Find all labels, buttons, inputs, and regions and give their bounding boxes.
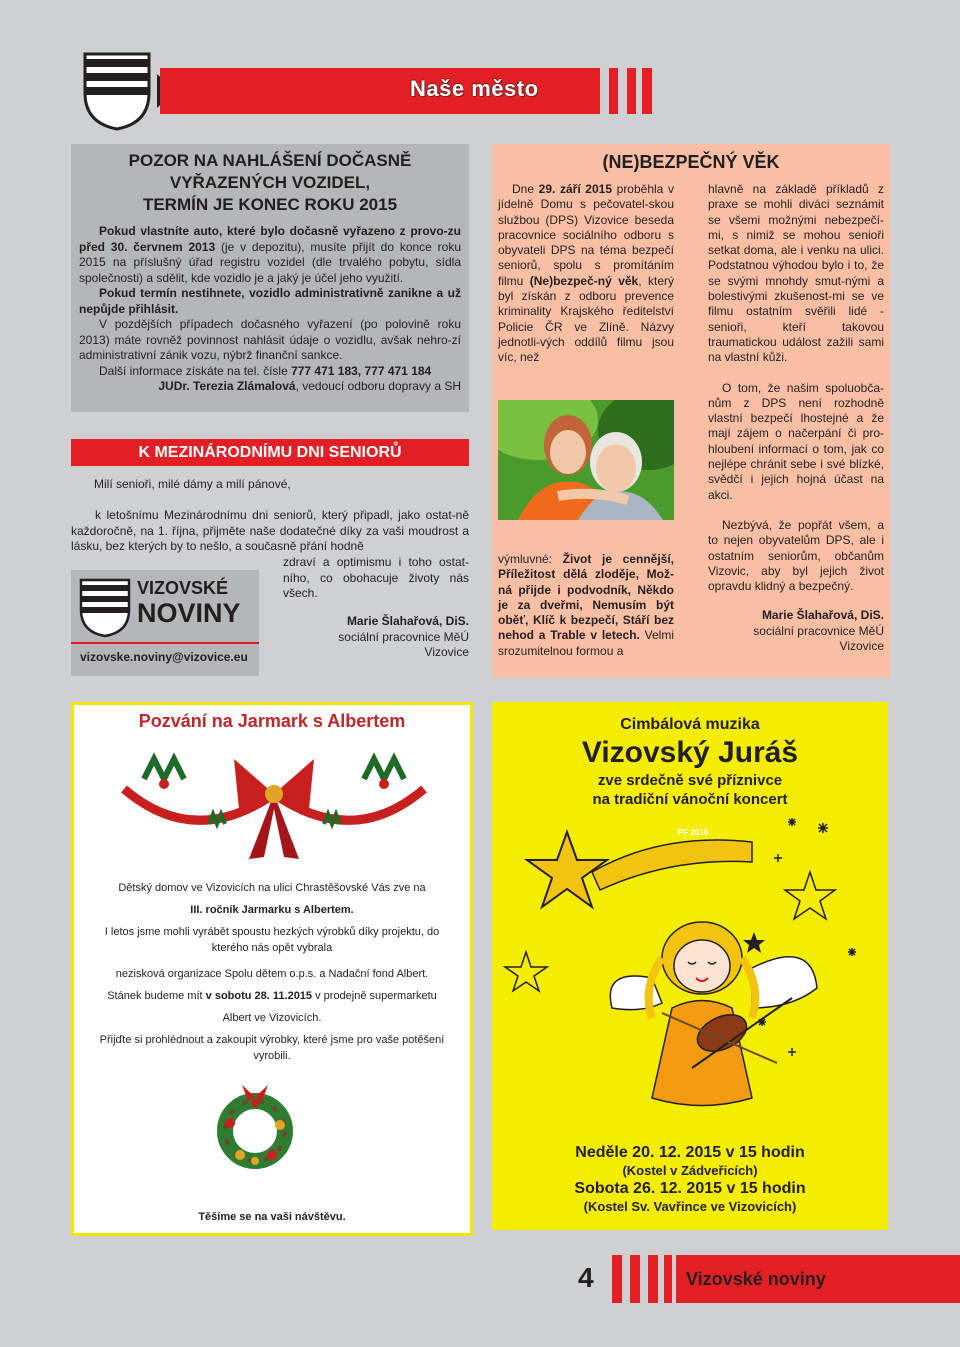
header-stripe [627,68,636,114]
jarmark-line: III. ročník Jarmarku s Albertem. [190,904,354,916]
footer-stripe [648,1255,658,1303]
safety-film-title: (Ne)bezpeč-ný věk [529,273,639,288]
safety-article-box [492,144,890,678]
concert-line4: na tradiční vánoční koncert [592,791,788,808]
safety-title: (NE)BEZPEČNÝ VĚK [602,152,780,172]
header-stripe [600,68,609,114]
logo-line1: VIZOVSKÉ [137,578,229,598]
safety-text: Dne [512,182,539,196]
safety-signature-place: Vizovice [839,639,884,654]
seniors-signature-name: Marie Šlahařová, DiS. [346,614,469,628]
seniors-photo [498,400,674,520]
jarmark-text [74,877,470,1067]
jarmark-line: v prodejně supermarketu [312,990,437,1002]
footer-stripe [612,1255,622,1303]
footer-stripe [664,1255,672,1303]
footer-stripe [630,1255,640,1303]
concert-date1: Neděle 20. 12. 2015 v 15 hodin [575,1144,805,1161]
notice-body [79,224,461,395]
jarmark-line: Dětský domov ve Vizovicích na ulici Chrastěšovské Vás zve na [118,882,426,894]
notice-text: (je v depozitu), musíte přijít do konce roku 2015 na příslušný úřad registru vozidel (dle trvalého pobytu, sídla společnosti) a sdělit, kde vozidlo je a jaký je účel jeho využití. [79,239,461,285]
safety-col1 [498,182,674,366]
jarmark-title: Pozvání na Jarmark s Albertem [138,711,406,731]
notice-title-line: POZOR NA NAHLÁŠENÍ DOČASNĚ [128,151,412,170]
safety-text: proběhla v jídelně Domu s pečovatel-skou službou (DPS) Vizovice beseda pracovnice sociálního odboru s obyvateli DPS na téma bezpečí seniorů, spolu s promítáním filmu [498,182,674,288]
logo-email[interactable]: vizovske.noviny@vizovice.eu [80,650,248,664]
concert-line3: zve srdečně své příznivce [597,772,783,789]
vehicle-notice-box [71,144,469,412]
header-stripe [609,68,618,114]
concert-band-name: Vizovský Juráš [581,736,799,769]
christmas-wreath-icon [210,1083,300,1173]
safety-paragraph: O tom, že našim spoluobča-nům z DPS není rozhodně vlastní bezpečí lhostejné a že mají zájem o načerpání či pro-hloubení informací o tom, jak co nejlépe chránit sebe i své blízké, svědčí i jejich hojná účast na akci. [708,380,884,502]
jarmark-date: v sobotu 28. 11.2015 [205,990,313,1002]
safety-text: Velmi srozumitelnou formou a [498,628,674,658]
notice-title [71,150,469,216]
jarmark-line: kterého nás opět vybrala [211,942,333,954]
concert-line1: Cimbálová muzika [620,716,760,733]
header-bar [160,68,652,114]
concert-poster [492,702,888,1230]
safety-text: výmluvné: [498,552,563,566]
seniors-title: K MEZINÁRODNÍMU DNI SENIORŮ [138,444,402,461]
safety-paragraph: Nezbývá, že popřát všem, a to nejen obyvatelům DPS, ale i ostatním seniorům, občanům Vizovic, aby byl jejich život opravdu klidný a bezpečný. [708,517,884,594]
concert-pf: PF 2016 [678,828,709,837]
safety-paragraph: hlavně na základě příkladů z praxe se mohli diváci seznámit se všemi možnými nebezpečí-mi, s nimiž se mohou senioři setkat doma, ale i venku na ulici. Podstatnou výhodou bylo i to, že se svými mnohdy smut-nými a bolestivými zkušenost-mi se ve filmu ostatním svěřili lidé - senioři, kteří takovou traumatickou událost zažili sami na vlastní kůži. [708,182,884,365]
notice-lead: Pokud vlastníte auto, které bylo dočasně vyřazeno z provo-zu před 30. červnem 2013 [79,224,461,254]
safety-col1-cont [498,552,674,659]
footer-publication: Vizovské noviny [686,1269,826,1289]
jarmark-line: Přijďte si prohlédnout a zakoupit výrobky, které jsme pro vaše potěšení [99,1034,445,1046]
jarmark-line: nezisková organizace Spolu dětem o.p.s. a Nadační fond Albert. [115,968,429,980]
concert-date2: Sobota 26. 12. 2015 v 15 hodin [574,1180,806,1197]
page-number: 4 [578,1262,594,1293]
seniors-signature [283,614,469,661]
notice-title-line: TERMÍN JE KONEC ROKU 2015 [142,195,398,214]
safety-signature [708,608,884,654]
jarmark-line: Albert ve Vizovicích. [222,1012,322,1024]
logo-divider [71,642,259,644]
notice-text: V pozdějších případech dočasného vyřazení (po polovině roku 2013) máte rovněž povinnost nahlásit údaje o vozidlu, avšak nehro-zí administrativní zánik vozu, nýbrž finanční sankce. [79,317,461,362]
safety-col2 [708,182,884,654]
notice-signature-role: , vedoucí odboru dopravy a SH [295,379,461,393]
section-title: Naše město [410,76,539,101]
safety-film-chapters: Život je cennější, Příležitost dělá zloděje, Mož-ná přijde i podvodník, Někdo je za dveřmi, Nemusím být oběť, Klíč k bezpečí, Stáří bez nehod a Trable v letech. [498,552,674,643]
notice-signature-name: JUDr. Terezia Zlámalová [158,379,296,393]
concert-place1: (Kostel v Zádveřicích) [622,1163,758,1178]
logo-line2: NOVINY [137,598,241,628]
coat-of-arms-icon [82,51,152,131]
safety-signature-role: sociální pracovnice MěÚ [753,623,884,638]
seniors-body: k letošnímu Mezinárodnímu dni seniorů, který připadl, jako ostat-ně každoročně, na 1. října, přijměte naše dodatečné díky za vaši moudrost a lásku, bez kterých by to nešlo, a současně přání hodně [71,508,469,553]
safety-date: 29. září 2015 [538,182,612,196]
safety-signature-name: Marie Šlahařová, DiS. [761,608,884,623]
jarmark-line: Stánek budeme mít [107,990,206,1002]
notice-contact-label: Další informace získáte na tel. čísle [99,363,292,378]
christmas-ribbon-icon [114,739,434,869]
safety-text: , který byl získán z odboru prevence kriminality Krajského ředitelství Policie ČR ve Zlíně. Názvy jednotli-vých oddílů filmu jsou víc, než [498,273,674,365]
notice-phones: 777 471 183, 777 471 184 [291,363,432,378]
coat-of-arms-icon [79,578,131,638]
notice-title-line: VYŘAZENÝCH VOZIDEL, [169,173,371,192]
seniors-greeting: Milí senioři, milé dámy a milí pánové, [94,477,291,491]
jarmark-closing: Těšíme se na vaši návštěvu. [198,1211,346,1223]
jarmark-line: I letos jsme mohli vyrábět spoustu hezkých výrobků díky projektu, do [104,926,440,938]
vizovske-noviny-logo [71,570,259,676]
notice-warning: Pokud termín nestihnete, vozidlo administrativně zanikne a už nepůjde přihlásit. [79,286,461,316]
jarmark-line: vyrobili. [253,1050,291,1062]
header-stripe [618,68,627,114]
angel-violinist-icon [602,898,822,1118]
header-stripe [636,68,642,114]
seniors-body-cont: zdraví a optimismu i toho ostat-ního, co obohacuje životy nás všech. [283,555,469,600]
jarmark-poster [71,702,473,1236]
seniors-signature-role: sociální pracovnice MěÚ [338,629,469,644]
seniors-signature-place: Vizovice [424,645,469,659]
concert-place2: (Kostel Sv. Vavřince ve Vizovicích) [583,1199,797,1214]
